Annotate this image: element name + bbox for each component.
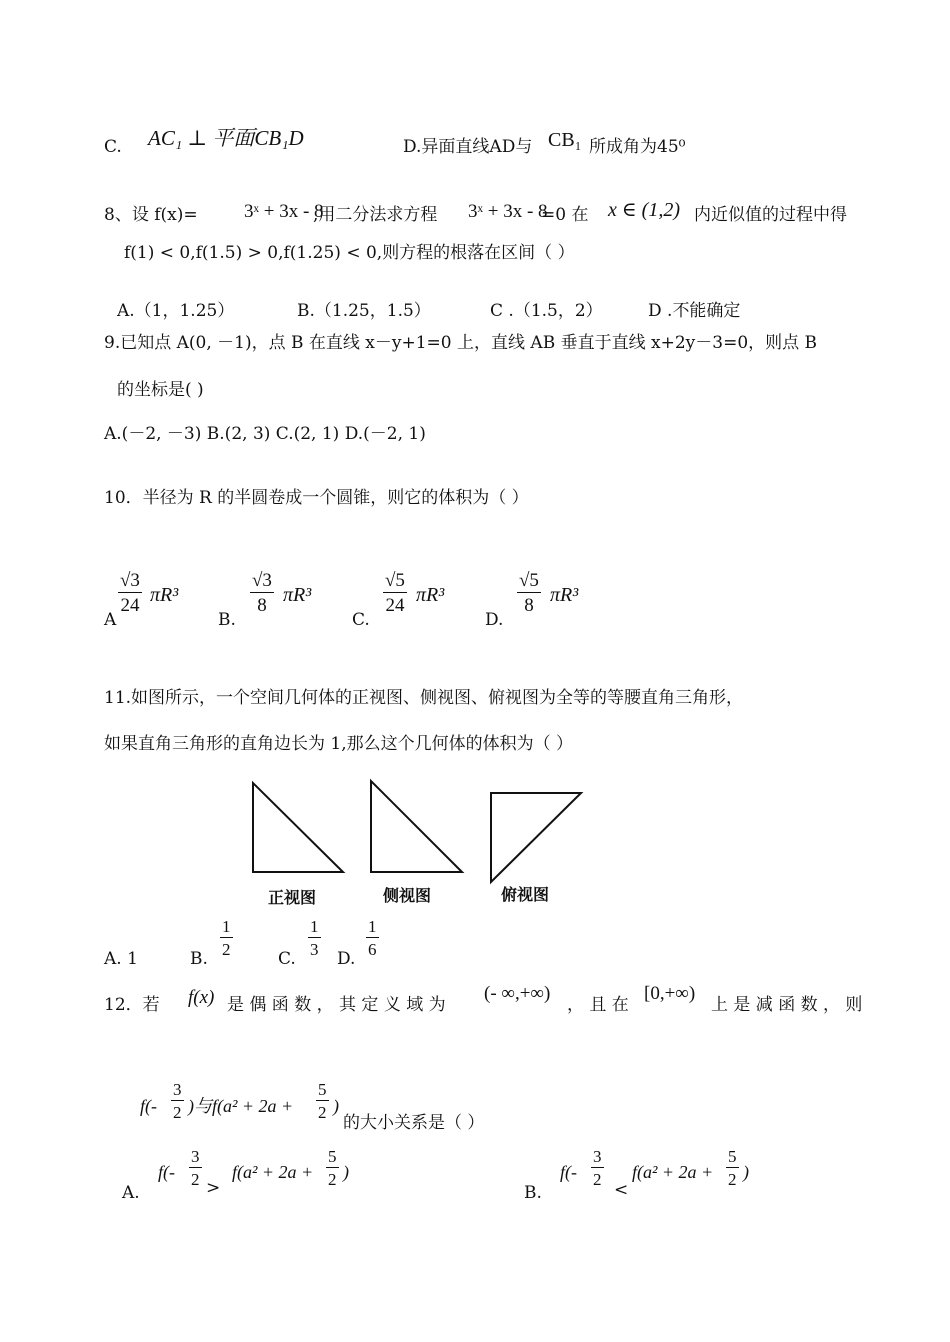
- q8-option-a: A.（1，1.25）: [117, 301, 235, 321]
- q12-option-b-label: B.: [524, 1183, 542, 1203]
- front-view-triangle: [253, 783, 343, 872]
- front-view-label: 正视图: [268, 888, 317, 907]
- q10-option-b-fraction: $\frac{√3}{8}$: [252, 570, 272, 616]
- q12-option-b-close: ): [743, 1162, 749, 1182]
- q10-option-c-label: C.: [352, 610, 370, 630]
- q11-option-d-fraction: $\frac{1}{6}$: [368, 917, 377, 959]
- q7-option-c-expression: AC₁ ⊥ 平面CB₁D: [148, 126, 304, 150]
- q12-stem-start: 12．若: [104, 995, 160, 1015]
- q12-option-a-close: ): [343, 1162, 349, 1182]
- q8-stem-mid: ,用二分法求方程: [313, 205, 438, 225]
- q12-range: [0,+∞): [644, 983, 696, 1004]
- q11-stem: 11.如图所示，一个空间几何体的正视图、侧视图、俯视图为全等的等腰直角三角形，: [104, 688, 744, 708]
- q7-option-d-text: D.异面直线AD与: [403, 137, 533, 157]
- q8-option-d: D .不能确定: [648, 301, 741, 321]
- q12-option-a-frac2: $\frac{5}{2}$: [328, 1147, 337, 1189]
- q8-stem-start: 8、设 f(x)=: [104, 205, 198, 225]
- q12-stem-domain-text: 是 偶 函 数 ， 其 定 义 域 为: [227, 995, 446, 1015]
- side-view-label: 侧视图: [383, 886, 432, 905]
- q10-option-c-fraction: $\frac{√5}{24}$: [385, 570, 405, 616]
- q8-option-c: C .（1.5，2）: [490, 301, 603, 321]
- q10-option-a-fraction: $\frac{√3}{24}$: [120, 570, 140, 616]
- q9-options: A.(－2, －3) B.(2, 3) C.(2, 1) D.(－2, 1): [104, 424, 426, 444]
- q10-option-b-tail: πR³: [283, 584, 312, 606]
- q11-option-d-label: D.: [337, 949, 356, 969]
- q11-option-b-fraction: $\frac{1}{2}$: [222, 917, 231, 959]
- q12-option-b-frac1: $\frac{3}{2}$: [593, 1147, 602, 1189]
- q12-option-a-sign: >: [206, 1178, 221, 1198]
- q10-option-b-label: B.: [218, 610, 236, 630]
- q11-option-b-label: B.: [190, 949, 208, 969]
- q10-option-d-fraction: $\frac{√5}{8}$: [519, 570, 539, 616]
- side-view-triangle: [371, 781, 462, 872]
- q12-compare-frac1: $\frac{3}{2}$: [173, 1080, 182, 1122]
- q12-option-a-f1: f(-: [158, 1162, 175, 1182]
- q12-stem-and: ， 且 在: [567, 995, 629, 1015]
- q8-stem-end: 内近似值的过程中得: [694, 205, 847, 225]
- q10-option-a-label: A: [104, 610, 117, 630]
- q12-fx: f(x): [188, 987, 215, 1008]
- q8-equation: 3ˣ + 3x - 8: [468, 201, 548, 222]
- q12-option-a-label: A.: [122, 1183, 140, 1203]
- q7-option-d-expression: CB₁: [548, 129, 582, 151]
- q10-option-c-tail: πR³: [416, 584, 445, 606]
- q12-stem-end: 上 是 减 函 数 ， 则: [711, 995, 863, 1015]
- q9-stem-line2: 的坐标是( ): [117, 380, 204, 400]
- q12-option-b-f2: f(a² + 2a +: [632, 1162, 714, 1182]
- q12-compare-end: ): [333, 1096, 339, 1116]
- q12-option-b-sign: <: [614, 1180, 629, 1200]
- q10-option-a-tail: πR³: [150, 584, 179, 606]
- q12-option-a-f2: f(a² + 2a +: [232, 1162, 314, 1182]
- q12-compare-mid: )与f(a² + 2a +: [188, 1096, 294, 1116]
- q12-option-b-frac2: $\frac{5}{2}$: [728, 1147, 737, 1189]
- top-view-triangle: [491, 793, 581, 882]
- q9-stem: 9.已知点 A(0, －1)，点 B 在直线 x－y+1=0 上，直线 AB 垂直于直线 x+2y－3=0，则点 B: [104, 333, 818, 353]
- q11-option-c-label: C.: [278, 949, 296, 969]
- q10-option-d-label: D.: [485, 610, 504, 630]
- q12-domain: (- ∞,+∞): [484, 983, 551, 1004]
- q8-function: 3ˣ + 3x - 8: [244, 201, 324, 222]
- q8-stem-eq: =0 在: [541, 205, 589, 225]
- q12-compare-tail: 的大小关系是（ ）: [343, 1113, 485, 1133]
- top-view-label: 俯视图: [501, 885, 550, 904]
- q11-stem-line2: 如果直角三角形的直角边长为 1,那么这个几何体的体积为（ ）: [104, 734, 574, 754]
- q12-option-a-frac1: $\frac{3}{2}$: [191, 1147, 200, 1189]
- q8-option-b: B.（1.25，1.5）: [297, 301, 431, 321]
- q8-stem-line2: f(1) < 0,f(1.5) > 0,f(1.25) < 0,则方程的根落在区间（ ）: [124, 243, 575, 263]
- q7-option-d-tail: 所成角为45⁰: [589, 137, 686, 157]
- q12-option-b-f1: f(-: [560, 1162, 577, 1182]
- q10-option-d-tail: πR³: [550, 584, 579, 606]
- q12-compare-f1: f(-: [140, 1096, 157, 1116]
- q12-compare-frac2: $\frac{5}{2}$: [318, 1080, 327, 1122]
- q10-stem: 10．半径为 R 的半圆卷成一个圆锥，则它的体积为（ ）: [104, 488, 529, 508]
- q7-option-c-label: C.: [104, 137, 122, 157]
- q8-interval: x ∈ (1,2): [608, 199, 681, 221]
- q11-option-c-fraction: $\frac{1}{3}$: [310, 917, 319, 959]
- q11-option-a: A. 1: [104, 949, 138, 969]
